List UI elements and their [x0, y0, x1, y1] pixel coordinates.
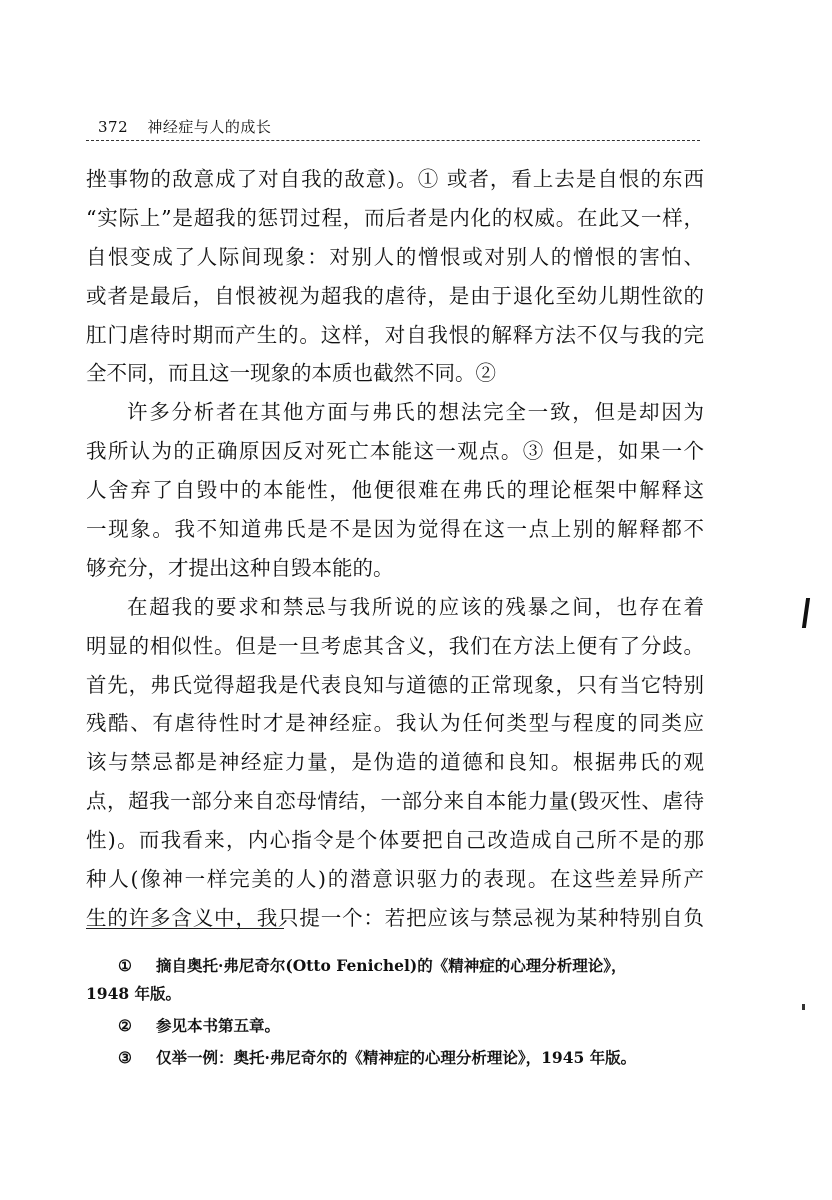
- footnote: [86, 952, 704, 1008]
- text-line: 自恨变成了人际间现象：对别人的憎恨或对别人的憎恨的害怕、: [86, 244, 704, 269]
- text-line: 种人(像神一样完美的人)的潜意识驱力的表现。在这些差异所产: [86, 867, 704, 892]
- text-line: 够充分，才提出这种自毁本能的。: [86, 555, 394, 580]
- footnote: [86, 1044, 704, 1072]
- scan-speck: [802, 1004, 805, 1010]
- body-text: [86, 160, 704, 938]
- footnotes: [86, 952, 704, 1076]
- page-number: 372: [98, 118, 129, 136]
- footnote-text: 参见本书第五章。: [156, 1016, 281, 1035]
- text-line: 全不同，而且这一现象的本质也截然不同。②: [86, 361, 496, 386]
- text-line: 首先，弗氏觉得超我是代表良知与道德的正常现象，只有当它特别: [86, 672, 704, 697]
- text-line: 该与禁忌都是神经症力量，是伪造的道德和良知。根据弗氏的观: [86, 750, 704, 775]
- footnote-text: 仅举一例：奥托·弗尼奇尔的《精神症的心理分析理论》，1945 年版。: [156, 1048, 637, 1067]
- footnote-text: 1948 年版。: [86, 984, 182, 1003]
- text-line: 在超我的要求和禁忌与我所说的应该的残暴之间，也存在着: [127, 594, 704, 619]
- text-line: 点，超我一部分来自恋母情结，一部分来自本能力量(毁灭性、虐待: [86, 789, 704, 814]
- text-line: “实际上”是超我的惩罚过程，而后者是内化的权威。在此又一样，: [86, 205, 704, 230]
- text-line: 生的许多含义中，我只提一个：若把应该与禁忌视为某种特别自负: [86, 905, 704, 930]
- header-rule: [86, 140, 700, 141]
- footnote-marker: ②: [118, 1016, 132, 1035]
- footnote-marker: ③: [118, 1048, 132, 1067]
- footnote: [86, 1012, 704, 1040]
- text-line: 许多分析者在其他方面与弗氏的想法完全一致，但是却因为: [127, 400, 704, 425]
- footnote-text: 摘自奥托·弗尼奇尔(Otto Fenichel)的《精神症的心理分析理论》，: [156, 956, 627, 975]
- text-line: 人舍弃了自毁中的本能性，他便很难在弗氏的理论框架中解释这: [86, 478, 704, 503]
- text-line: 挫事物的敌意成了对自我的敌意)。① 或者，看上去是自恨的东西: [86, 167, 704, 191]
- running-title: 神经症与人的成长: [147, 118, 272, 136]
- footnote-rule: [86, 928, 284, 929]
- text-line: 我所认为的正确原因反对死亡本能这一观点。③ 但是，如果一个: [86, 439, 704, 464]
- text-line: 肛门虐待时期而产生的。这样，对自我恨的解释方法不仅与我的完: [86, 322, 704, 347]
- text-line: 明显的相似性。但是一旦考虑其含义，我们在方法上便有了分歧。: [86, 633, 704, 658]
- running-header: [98, 116, 271, 137]
- text-line: 性)。而我看来，内心指令是个体要把自己改造成自己所不是的那: [86, 828, 704, 853]
- text-line: 或者是最后，自恨被视为超我的虐待，是由于退化至幼儿期性欲的: [86, 283, 704, 308]
- text-line: 一现象。我不知道弗氏是不是因为觉得在这一点上别的解释都不: [86, 517, 704, 542]
- text-line: 残酷、有虐待性时才是神经症。我认为任何类型与程度的同类应: [86, 711, 704, 736]
- footnote-marker: ①: [118, 956, 132, 975]
- scan-edge-mark: [802, 598, 810, 628]
